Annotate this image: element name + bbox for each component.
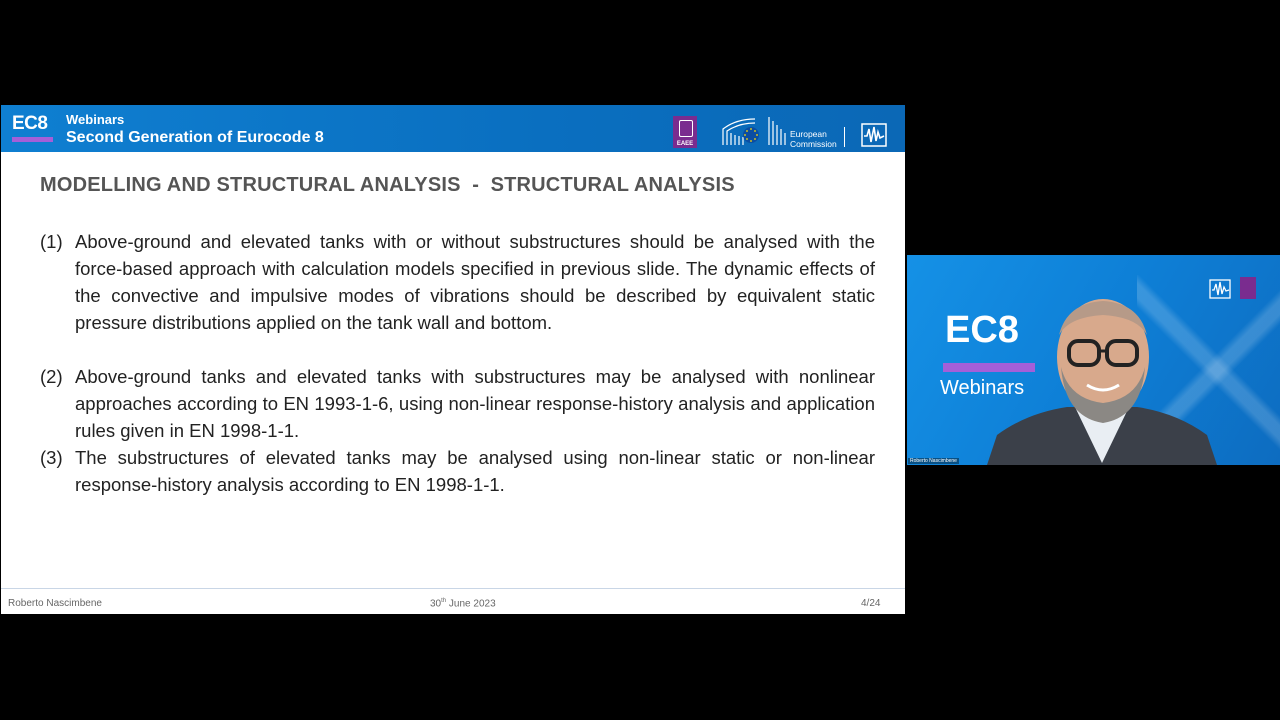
list-item [40, 228, 875, 336]
item-text: The substructures of elevated tanks may be analysed using non-linear static or non-linear response-history analysis according to EN 1998-1-1. [75, 447, 875, 495]
presenter-video-feed [987, 295, 1217, 465]
brand-accent-bar [12, 137, 53, 142]
footer-divider [1, 588, 905, 589]
item-text: Above-ground and elevated tanks with or without substructures should be analysed with the force-based approach with calculation models specified in previous slide. The dynamic effects of the convective and impulsive modes of vibrations should be described by equivalent static pressure distributions applied on the tank wall and bottom. [75, 231, 875, 333]
item-number: (3) [40, 447, 63, 468]
ec8-brand: EC8 [12, 113, 48, 134]
eaee-label: EAEE [676, 141, 694, 147]
participant-name-tag: Roberto Nascimbene [910, 458, 957, 464]
eaee-logo-icon [1240, 277, 1256, 299]
footer-page-number: 4/24 [861, 598, 881, 609]
participant-video-tile[interactable] [907, 255, 1280, 465]
item-text: Above-ground tanks and elevated tanks with substructures may be analysed with nonlinear approaches according to EN 1993-1-6, using non-linear response-history analysis and application rules given in EN 1998-1-1. [75, 366, 875, 441]
webinars-label: Webinars [66, 112, 125, 127]
item-number: (1) [40, 231, 63, 252]
footer-presenter: Roberto Nascimbene [8, 598, 102, 609]
eaee-logo-icon [673, 116, 697, 148]
list-item [40, 363, 875, 444]
item-number: (2) [40, 366, 63, 387]
list-item [40, 444, 875, 498]
video-webinars-label: Webinars [940, 377, 1025, 399]
presentation-slide [1, 105, 905, 614]
waveform-logo-icon [861, 123, 887, 147]
footer-date: 30th June 2023 [430, 598, 496, 610]
slide-title: MODELLING AND STRUCTURAL ANALYSIS - STRUCTURAL ANALYSIS [40, 174, 735, 196]
video-ec8-brand: EC8 [945, 309, 1019, 351]
european-commission-logo-icon [721, 115, 789, 149]
slide-header-banner [1, 105, 905, 152]
european-commission-text: European Commission [790, 129, 837, 149]
series-subtitle: Second Generation of Eurocode 8 [66, 129, 324, 146]
header-separator [844, 127, 845, 147]
